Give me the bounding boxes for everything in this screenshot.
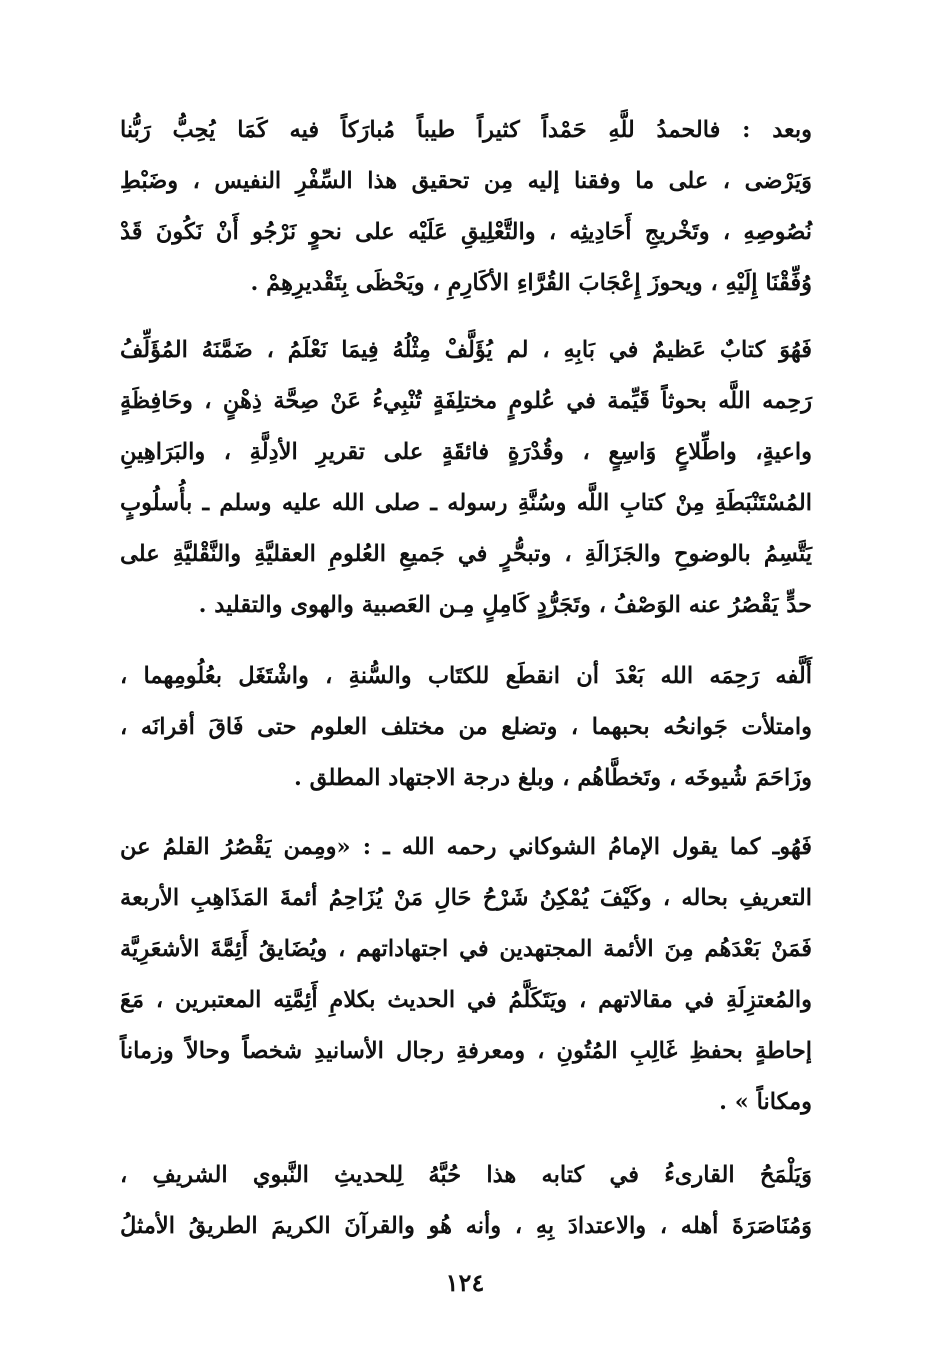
paragraph-line: وُفِّقْنَا إِلَيْهِ ، ويحوزَ إِعْجَابَ القُرَّاءِ الأكَارِمِ ، ويَحْظَى بِتَقْديرِهِمْ . [250, 270, 812, 296]
paragraph-line: التعريفِ بحاله ، وكَيْفَ يُمْكِنُ شَرْحُ حَالِ مَنْ يُزَاحِمُ أئمةَ المَذَاهِبِ الأربعة [120, 885, 812, 911]
paragraph-3 [120, 651, 812, 804]
paragraph-4 [120, 822, 812, 1128]
paragraph-line: واعيةٍ، واطِّلاعٍ وَاسِعٍ ، وقُدْرَةٍ فائقَةٍ على تقريرِ الأدِلَّةِ ، والبَرَاهِينِ [120, 439, 812, 465]
paragraph-line: ومكاناً » . [719, 1089, 812, 1115]
paragraph-5 [120, 1150, 812, 1252]
paragraph-line: نُصُوصِهِ ، وتَخْريجِ أَحَادِيثِه ، والتَّعْلِيقِ عَلَيْه على نحوٍ نَرْجُو أَنْ نَكُونَ قَدْ [120, 219, 812, 245]
paragraph-line: يَتَّسِمُ بالوضوحِ والجَزَالَةِ ، وتبحُّرٍ في جَميعِ العُلومِ العقليَّةِ والنَّقْليَّةِ على [120, 541, 812, 567]
paragraph-line: فَهُوَ كتابٌ عَظيمٌ في بَابِهِ ، لم يُؤَلَّفْ مِثْلُهُ فِيمَا نَعْلَمُ ، ضَمَّنَهُ المُؤَلِّفُ [120, 337, 812, 363]
paragraph-2 [120, 325, 812, 631]
paragraph-line: وَيَلْمَحُ القارىءُ في كتابه هذا حُبَّهُ لِلحديثِ النَّبوي الشريفِ ، [120, 1162, 812, 1188]
paragraph-line: حدٍّ يَقْصُرُ عنه الوَصْفُ ، وتَجَرُّدٍ كَامِلٍ مِـن العَصبية والهوى والتقليد . [198, 592, 812, 618]
paragraph-line: وزَاحَمَ شُيوخَه ، وتَخطَّاهُم ، وبلغ درجة الاجتهاد المطلق . [294, 765, 812, 791]
paragraph-line: وَيَرْضى ، على ما وفقنا إليه مِن تحقيق هذا السِّفْرِ النفيس ، وضَبْطِ [120, 168, 812, 194]
paragraph-line: المُسْتَنْبَطَةِ مِنْ كتابِ اللَّه وسُنَّةِ رسوله ـ صلى الله عليه وسلم ـ بأُسلُوبٍ [120, 490, 812, 516]
paragraph-line: والمُعتزِلَةِ في مقالاتهم ، ويَتَكَلَّمُ في الحديث بكلامِ أَئِمَّتِه المعتبرين ، مَعَ [120, 987, 812, 1013]
paragraph-line: إحاطةٍ بحفظِ غَالِبِ المُتُونِ ، ومعرفةِ رجال الأسانيدِ شخصاً وحالاً وزماناً [120, 1038, 812, 1064]
paragraph-line: فَهُوـ كما يقول الإمامُ الشوكاني رحمه الله ـ : «ومِمن يَقْصُرُ القلمُ عن [120, 834, 812, 860]
paragraph-line: وامتلأت جَوانحُه بحبهما ، وتضلع من مختلف العلوم حتى فَاقَ أقرانَه ، [120, 714, 812, 740]
paragraph-1 [120, 105, 812, 309]
paragraph-line: فَمَنْ بَعْدَهُم مِنَ الأئمة المجتهدين في اجتهاداتهم ، ويُضَايقُ أَئِمَّةَ الأشعَرِيَّة [120, 936, 812, 962]
paragraph-line: وَمُنَاصَرَةَ أهله ، والاعتدادَ بِهِ ، وأنه هُو والقرآنَ الكريمَ الطريقُ الأمثلُ [120, 1213, 812, 1239]
paragraph-line: وبعد : فالحمدُ للَّهِ حَمْداً كثيراً طيباً مُبارَكاً فيه كَمَا يُحِبُّ رَبُّنا [120, 117, 812, 143]
paragraph-line: أَلَّفه رَحِمَه الله بَعْدَ أن انقطَع للكتَاب والسُّنةِ ، واشْتَغَل بعُلُومِهما ، [120, 663, 812, 689]
paragraph-line: رَحِمه اللَّه بحوثاً قَيِّمة في عُلومٍ مختلِفَةٍ تُنْبِيءُ عَنْ صِحَّة ذِهْنٍ ، وحَافِظَةٍ [120, 388, 812, 414]
page-number: ١٢٤ [445, 1268, 485, 1297]
